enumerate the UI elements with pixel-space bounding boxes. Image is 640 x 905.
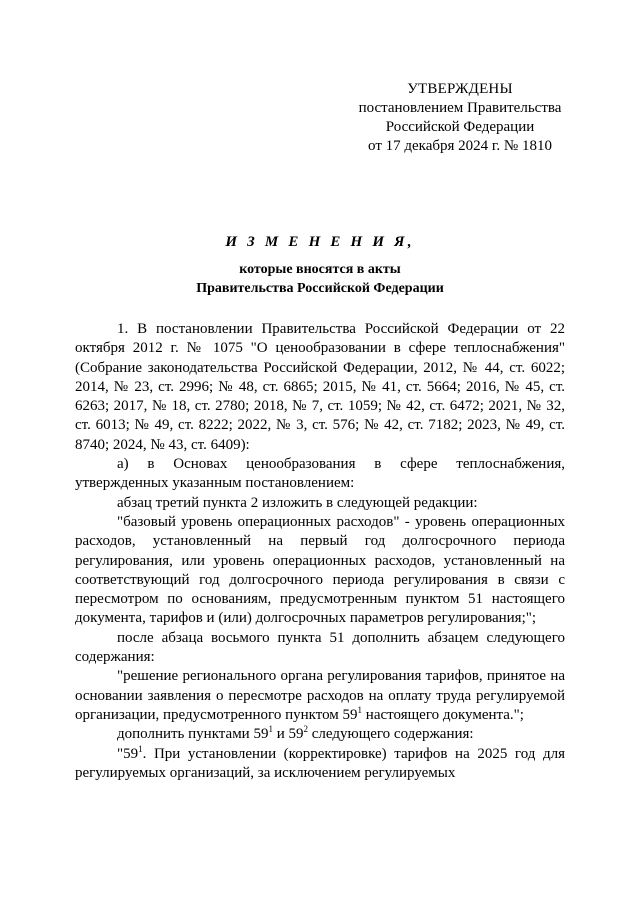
paragraph-7-text-c: следующего содержания: xyxy=(308,726,474,743)
approval-heading: УТВЕРЖДЕНЫ xyxy=(407,81,513,97)
document-body xyxy=(75,320,565,783)
document-subtitle xyxy=(60,260,580,298)
paragraph-6-superscript: 1 xyxy=(357,704,363,715)
approval-line-3: от 17 декабря 2024 г. № 1810 xyxy=(368,138,552,154)
paragraph-7-text-a: дополнить пунктами 59 xyxy=(117,726,269,743)
paragraph-4: "базовый уровень операционных расходов" - уровень операционных расходов, установленный на первый год долгосрочного периода регулирования, или уровень операционных расходов, установленный на соответствующий год долгосрочного периода регулирования в связи с пересмотром по основаниям, предусмотренным пунктом 51 настоящего документа, тарифов и (или) долгосрочных параметров регулирования;"; xyxy=(75,513,565,627)
paragraph-2: а) в Основах ценообразования в сфере теплоснабжения, утвержденных указанным постановлением: xyxy=(75,456,565,492)
subtitle-line-2: Правительства Российской Федерации xyxy=(196,281,444,296)
paragraph-7-superscript-1: 1 xyxy=(268,724,273,735)
approval-line-1: постановлением Правительства xyxy=(358,100,562,116)
paragraph-8-superscript: 1 xyxy=(138,743,143,754)
paragraph-7-superscript-2: 2 xyxy=(303,724,308,735)
paragraph-6-text-a: "решение регионального органа регулирования тарифов, принятое на основании заявления о пересмотре расходов на оплату труда регулируемой организации, предусмотренного пунктом 59 xyxy=(75,668,565,723)
approval-stamp xyxy=(310,80,610,156)
paragraph-6 xyxy=(75,667,565,725)
paragraph-1: 1. В постановлении Правительства Российской Федерации от 22 октября 2012 г. № 1075 "О ценообразовании в сфере теплоснабжения" (Собрание законодательства Российской Федерации, 2012, № 44, ст. 6022; 2014, № 23, ст. 2996; № 48, ст. 6865; 2015, № 41, ст. 5664; 2016, № 45, ст. 6263; 2017, № 18, ст. 2780; 2018, № 7, ст. 1059; № 42, ст. 6472; 2021, № 32, ст. 6013; № 49, ст. 8222; 2022, № 3, ст. 576; № 42, ст. 7182; 2023, № 49, ст. 8740; 2024, № 43, ст. 6409): xyxy=(75,321,565,453)
document-title-block xyxy=(60,232,580,298)
paragraph-7 xyxy=(75,725,565,744)
paragraph-3: абзац третий пункта 2 изложить в следующей редакции: xyxy=(117,494,478,511)
document-title: И З М Е Н Е Н И Я, xyxy=(225,234,415,250)
paragraph-8-text-b: . При установлении (корректировке) тарифов на 2025 год для регулируемых организаций, за исключением регулируемых xyxy=(75,745,565,781)
approval-line-2: Российской Федерации xyxy=(385,119,535,135)
paragraph-5: после абзаца восьмого пункта 51 дополнить абзацем следующего содержания: xyxy=(75,629,565,666)
paragraph-8 xyxy=(75,745,565,784)
subtitle-line-1: которые вносятся в акты xyxy=(239,262,401,277)
paragraph-7-text-b: и 59 xyxy=(272,726,304,743)
paragraph-6-text-b: настоящего документа."; xyxy=(362,706,524,723)
paragraph-8-text-a: "59 xyxy=(117,745,139,762)
